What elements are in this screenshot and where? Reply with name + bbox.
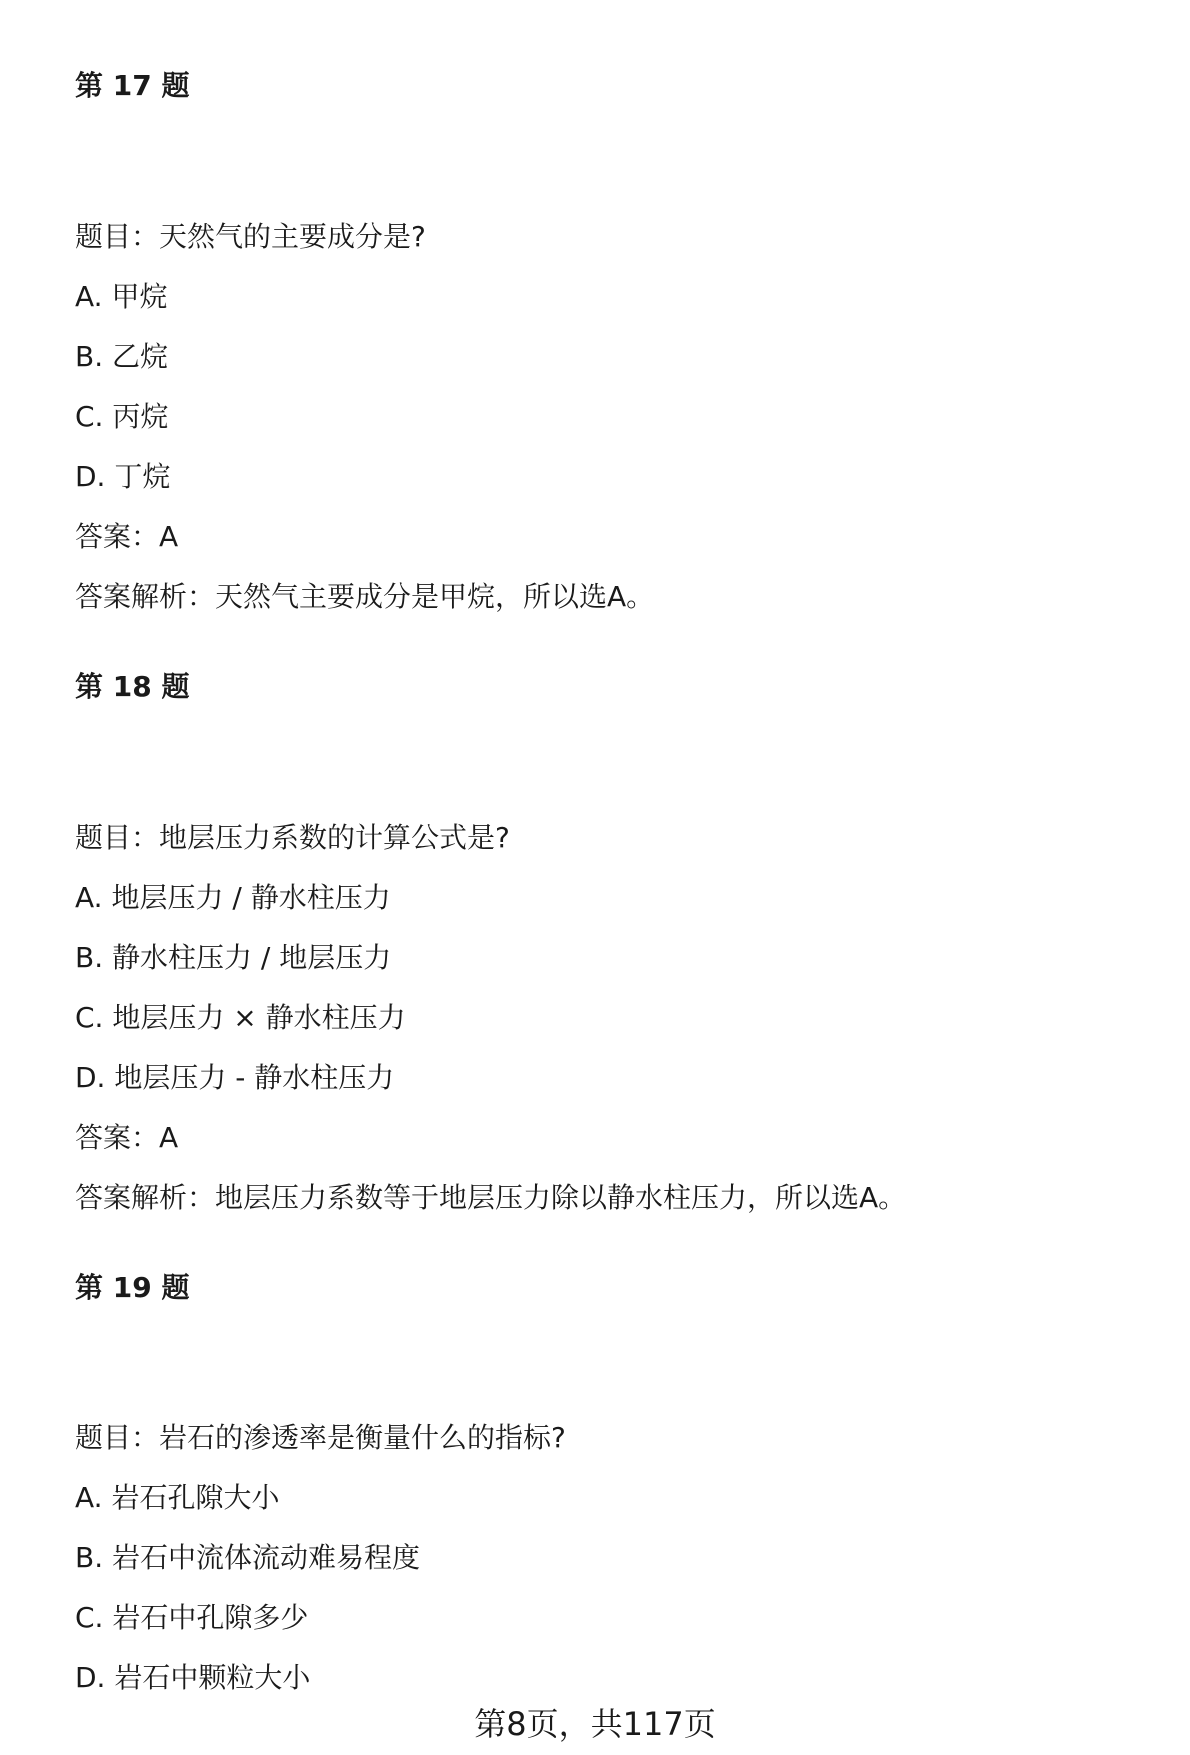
question-18-option-d: D. 地层压力 - 静水柱压力 (75, 1061, 395, 1094)
question-19-option-d: D. 岩石中颗粒大小 (75, 1661, 311, 1694)
question-18-explanation: 答案解析：地层压力系数等于地层压力除以静水柱压力，所以选A。 (75, 1181, 907, 1214)
question-17-option-a: A. 甲烷 (75, 280, 168, 313)
question-17-option-b: B. 乙烷 (75, 340, 169, 373)
question-17-text: 题目：天然气的主要成分是? (75, 220, 426, 253)
question-17-option-d: D. 丁烷 (75, 460, 171, 493)
question-17-heading: 第 17 题 (75, 69, 190, 102)
page-indicator: 第8页，共117页 (474, 1705, 716, 1743)
question-18-option-c: C. 地层压力 × 静水柱压力 (75, 1001, 406, 1034)
question-19-option-c: C. 岩石中孔隙多少 (75, 1601, 309, 1634)
question-19-option-b: B. 岩石中流体流动难易程度 (75, 1541, 421, 1574)
question-19-heading: 第 19 题 (75, 1271, 190, 1304)
question-18-heading: 第 18 题 (75, 670, 190, 703)
question-18-text: 题目：地层压力系数的计算公式是? (75, 821, 510, 854)
question-19-option-a: A. 岩石孔隙大小 (75, 1481, 280, 1514)
question-17-answer: 答案：A (75, 520, 179, 553)
question-19-text: 题目：岩石的渗透率是衡量什么的指标? (75, 1421, 566, 1454)
question-18-answer: 答案：A (75, 1121, 179, 1154)
question-17-option-c: C. 丙烷 (75, 400, 169, 433)
question-18-option-b: B. 静水柱压力 / 地层压力 (75, 941, 392, 974)
question-17-explanation: 答案解析：天然气主要成分是甲烷，所以选A。 (75, 580, 655, 613)
question-18-option-a: A. 地层压力 / 静水柱压力 (75, 881, 391, 914)
